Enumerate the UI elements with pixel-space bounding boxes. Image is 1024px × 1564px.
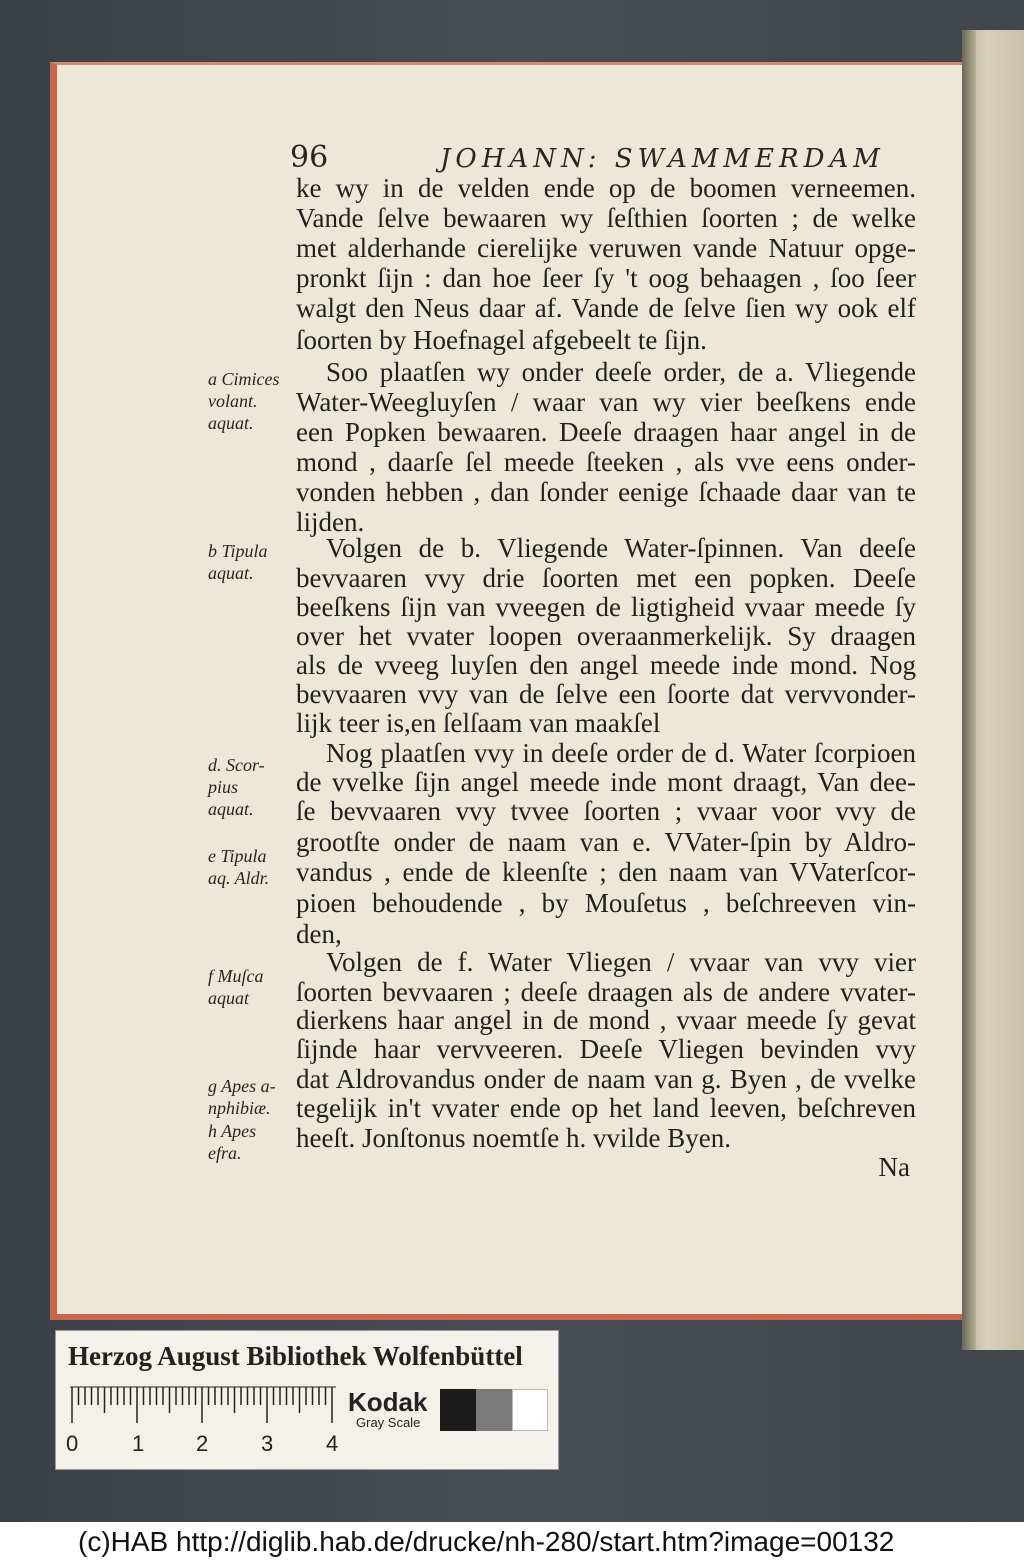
ruler-scale: [70, 1385, 336, 1425]
text-line: pronkt ſijn : dan hoe ſeer ſy 't oog behaagen , ſoo ſeer: [296, 263, 916, 293]
ruler-number: 2: [196, 1431, 209, 1456]
text-line: pioen behoudende , by Mouſetus , beſchreeven vin-: [296, 888, 916, 918]
grayscale-label: Gray Scale: [356, 1415, 421, 1430]
catchword: Na: [878, 1152, 910, 1182]
footer-credit: (c)HAB http://diglib.hab.de/drucke/nh-280/start.htm?image=00132: [78, 1526, 895, 1557]
gray-swatch-mid: [476, 1389, 512, 1431]
footer-bar: [0, 1522, 1024, 1564]
ruler-number: 1: [132, 1431, 145, 1456]
margin-note: g Apes a- nphibiæ.: [208, 1076, 276, 1118]
margin-note: a Cimices volant. aquat.: [208, 369, 280, 433]
text-line: lijk teer is,en ſelſaam van maakſel: [296, 708, 661, 738]
text-line: mond , daarſe ſel meede ſteeken , als vve eens onder-: [296, 447, 916, 477]
text-line: ſe bevvaaren vvy tvvee ſoorten ; vvaar voor vvy de: [296, 796, 916, 826]
text-line: dat Aldrovandus onder de naam van g. Byen , de vvelke: [296, 1064, 916, 1094]
page-header: [290, 140, 920, 174]
text-line: Volgen de f. Water Vliegen / vvaar van vvy vier: [326, 947, 916, 977]
text-line: Water-Weegluyſen / waar van wy vier beeſkens ende: [296, 387, 916, 417]
margin-note: f Muſca aquat: [208, 966, 264, 1008]
margin-note: e Tipula aq. Aldr.: [208, 846, 270, 888]
text-line: ke wy in de velden ende op de boomen verneemen.: [296, 173, 916, 203]
facing-page-edge: [962, 30, 1024, 1350]
margin-note: b Tipula aquat.: [208, 541, 268, 583]
color-target-card: [55, 1330, 559, 1470]
running-head: JOHANN: SWAMMERDAM: [440, 144, 885, 174]
text-line: ſijnde haar vervveeren. Deeſe Vliegen bevinden vvy: [296, 1034, 916, 1064]
kodak-logo: Kodak: [348, 1387, 428, 1417]
text-line: de vvelke ſijn angel meede inde mont draagt, Van dee-: [296, 767, 916, 797]
margin-note: h Apes efra.: [208, 1121, 257, 1163]
library-name: Herzog August Bibliothek Wolfenbüttel: [68, 1341, 523, 1371]
text-line: vonden hebben , dan ſonder eenige ſchaade daar van te: [296, 477, 916, 507]
text-line: tegelijk in't vvater ende op het land leeven, beſchreven: [296, 1093, 916, 1123]
text-line: lijden.: [296, 507, 365, 537]
text-line: Nog plaatſen vvy in deeſe order de d. Water ſcorpioen: [326, 738, 916, 768]
text-line: Soo plaatſen wy onder deeſe order, de a. Vliegende: [326, 357, 916, 387]
text-line: ſoorten by Hoefnagel afgebeelt te ſijn.: [296, 325, 707, 355]
text-line: Volgen de b. Vliegende Water-ſpinnen. Van deeſe: [326, 533, 916, 563]
margin-note: d. Scor- pius aquat.: [208, 755, 265, 819]
text-line: met alderhande cierelijke veruwen vande Natuur opge-: [296, 233, 916, 263]
gray-swatch-dark: [440, 1389, 476, 1431]
text-line: den,: [296, 919, 342, 949]
text-line: grootſte onder de naam van e. VVater-ſpin by Aldro-: [296, 827, 916, 857]
text-line: ſoorten bevvaaren ; deeſe draagen als de andere vvater-: [296, 977, 916, 1007]
text-line: vandus , ende de kleenſte ; den naam van VVaterſcor-: [296, 857, 916, 887]
text-line: over het vvater loopen overaanmerkelijk. Sy draagen: [296, 621, 916, 651]
text-line: beeſkens ſijn van vveegen de ligtigheid vvaar meede ſy: [296, 592, 916, 622]
text-line: bevvaaren vvy van de ſelve een ſoorte dat vervvonder-: [296, 679, 916, 709]
text-line: Vande ſelve bewaaren wy ſeſthien ſoorten ; de welke: [296, 203, 916, 233]
ruler-number: 0: [66, 1431, 79, 1456]
text-line: een Popken bewaaren. Deeſe draagen haar angel in de: [296, 417, 916, 447]
ruler-number: 4: [326, 1431, 339, 1456]
text-line: walgt den Neus daar af. Vande de ſelve ſien wy ook elf: [296, 293, 916, 323]
text-line: dierkens haar angel in de mond , vvaar meede ſy gevat: [296, 1005, 916, 1035]
text-line: heeſt. Jonſtonus noemtſe h. vvilde Byen.: [296, 1123, 731, 1153]
text-line: als de vveeg luyſen den angel meede inde mond. Nog: [296, 650, 916, 680]
page-number: 96: [290, 140, 329, 175]
text-line: bevvaaren vvy drie ſoorten met een popken. Deeſe: [296, 563, 916, 593]
gray-swatch-light: [512, 1389, 548, 1431]
ruler-number: 3: [261, 1431, 274, 1456]
